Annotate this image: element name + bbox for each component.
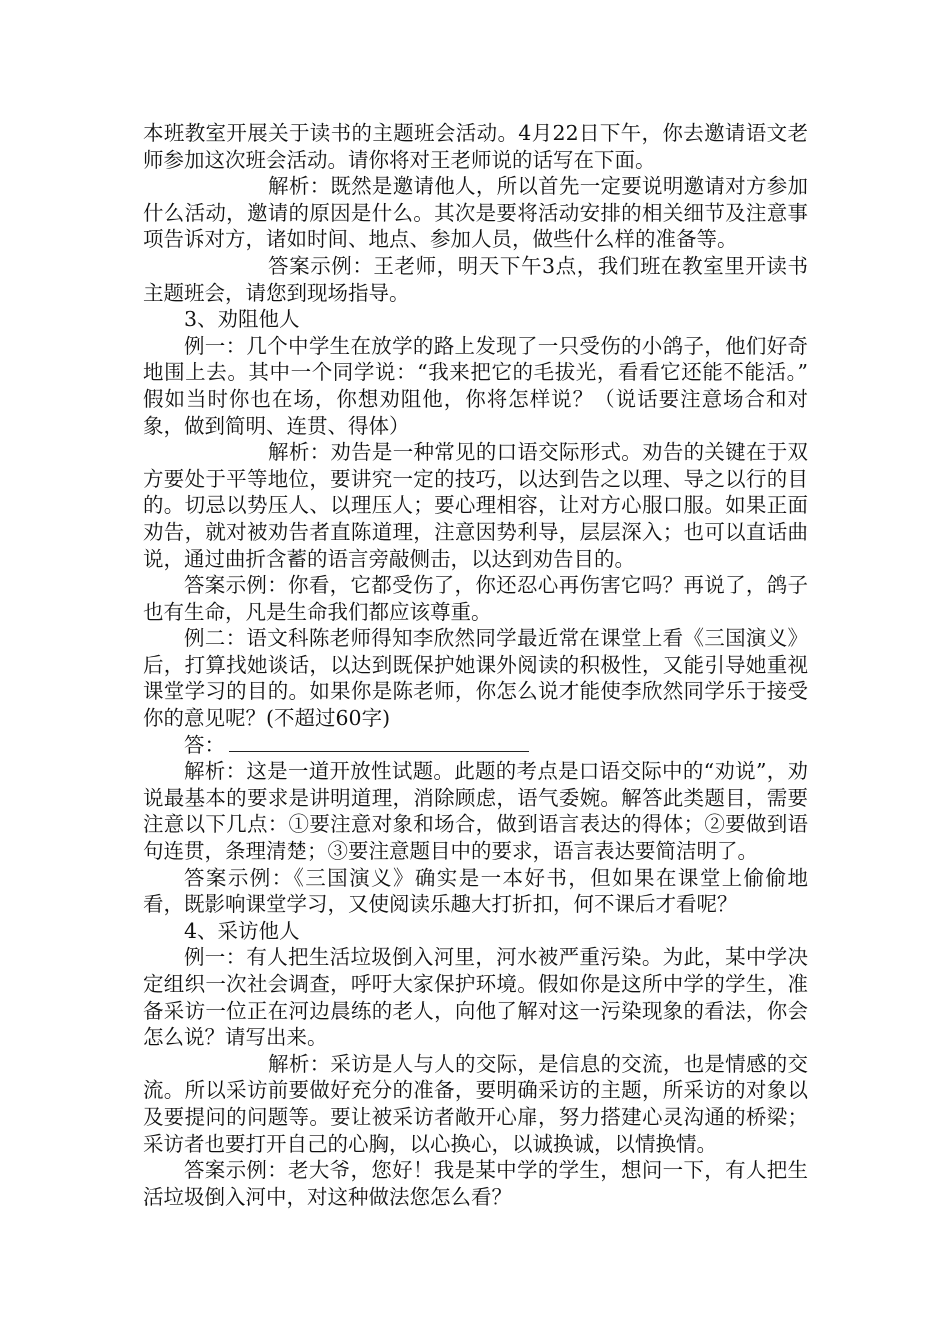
dissuade-answer-example-one: 答案示例：你看，它都受伤了，你还忍心再伤害它吗？再说了，鸽子也有生命，凡是生命我们都应该尊重。 (143, 573, 808, 624)
answer-blank-row (143, 732, 808, 759)
dissuade-analysis-two: 解析：这是一道开放性试题。此题的考点是口语交际中的“劝说”，劝说最基本的要求是讲明道理，消除顾虑，语气委婉。解答此类题目，需要注意以下几点：①要注意对象和场合，做到语言表达的得体；②要做到语句连贯，条理清楚；③要注意题目中的要求，语言表达要简洁明了。 (143, 759, 808, 864)
interview-answer-example: 答案示例：老大爷，您好！我是某中学的学生，想问一下，有人把生活垃圾倒入河中，对这种做法您怎么看？ (143, 1158, 808, 1209)
interview-example-one: 例一：有人把生活垃圾倒入河里，河水被严重污染。为此，某中学决定组织一次社会调查，呼吁大家保护环境。假如你是这所中学的学生，准备采访一位正在河边晨练的老人，向他了解对这一污染现象的看法，你会怎么说？请写出来。 (143, 945, 808, 1050)
answer-label: 答： (184, 732, 225, 757)
document-page (143, 120, 829, 1210)
section-heading-dissuade: 3、劝阻他人 (184, 307, 300, 332)
dissuade-analysis-one: 解析：劝告是一种常见的口语交际形式。劝告的关键在于双方要处于平等地位，要讲究一定的技巧，以达到告之以理、导之以行的目的。切忌以势压人、以理压人；要心理相容，让对方心服口服。如果正面劝告，就对被劝告者直陈道理，注意因势利导，层层深入；也可以直话曲说，通过曲折含蓄的语言旁敲侧击，以达到劝告目的。 (143, 440, 808, 571)
answer-blank-line (229, 733, 529, 752)
dissuade-answer-example-two: 答案示例：《三国演义》确实是一本好书，但如果在课堂上偷偷地看，既影响课堂学习，又使阅读乐趣大打折扣，何不课后才看呢？ (143, 865, 808, 917)
section-heading-interview: 4、采访他人 (184, 918, 300, 943)
invitation-answer-example: 答案示例：王老师，明天下午3点，我们班在教室里开读书主题班会，请您到现场指导。 (143, 253, 808, 305)
dissuade-example-two: 例二：语文科陈老师得知李欣然同学最近常在课堂上看《三国演义》后，打算找她谈话，以达到既保护她课外阅读的积极性，又能引导她重视课堂学习的目的。如果你是陈老师，你怎么说才能使李欣然同学乐于接受你的意见呢？(不超过60字) (143, 626, 808, 731)
invitation-question-tail: 本班教室开展关于读书的主题班会活动。4月22日下午，你去邀请语文老师参加这次班会活动。请你将对王老师说的话写在下面。 (143, 121, 808, 172)
invitation-analysis: 解析：既然是邀请他人，所以首先一定要说明邀请对方参加什么活动，邀请的原因是什么。其次是要将活动安排的相关细节及注意事项告诉对方，诸如时间、地点、参加人员，做些什么样的准备等。 (143, 174, 808, 252)
dissuade-example-one: 例一：几个中学生在放学的路上发现了一只受伤的小鸽子，他们好奇地围上去。其中一个同学说：“我来把它的毛拔光，看看它还能不能活。” 假如当时你也在场，你想劝阻他，你将怎样说？（说话要注意场合和对象，做到简明、连贯、得体） (143, 333, 829, 438)
interview-analysis: 解析：采访是人与人的交际，是信息的交流，也是情感的交流。所以采访前要做好充分的准备，要明确采访的主题，所采访的对象以及要提问的问题等。要让被采访者敞开心扉，努力搭建心灵沟通的桥梁；采访者也要打开自己的心胸，以心换心，以诚换诚，以情换情。 (143, 1051, 808, 1156)
